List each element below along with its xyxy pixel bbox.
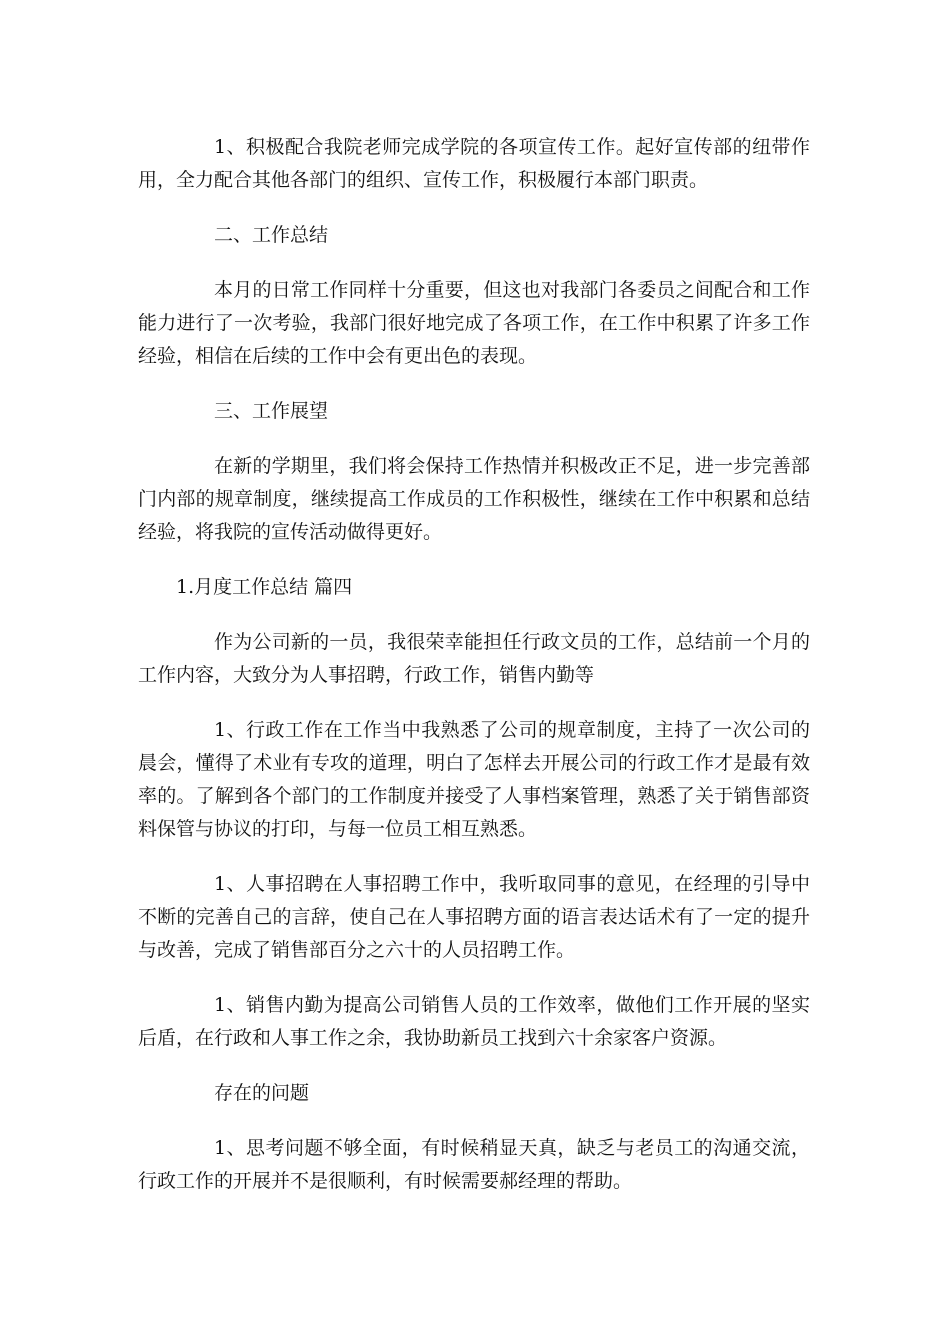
paragraph-work-summary: 本月的日常工作同样十分重要，但这也对我部门各委员之间配合和工作能力进行了一次考验，我部门很好地完成了各项工作，在工作中积累了许多工作经验，相信在后续的工作中会有更出色的表现。: [138, 279, 810, 367]
paragraph-intro: 作为公司新的一员，我很荣幸能担任行政文员的工作，总结前一个月的工作内容，大致分为人事招聘，行政工作，销售内勤等: [138, 631, 810, 686]
section-heading-work-outlook: 三、工作展望: [214, 400, 329, 422]
section-heading-problems: 存在的问题: [214, 1082, 310, 1104]
section-heading-work-summary: 二、工作总结: [214, 224, 329, 246]
paragraph-admin-work: 1、行政工作在工作当中我熟悉了公司的规章制度，主持了一次公司的晨会，懂得了术业有专攻的道理，明白了怎样去开展公司的行政工作才是最有效率的。了解到各个部门的工作制度并接受了人事档案管理，熟悉了关于销售部资料保管与协议的打印，与每一位员工相互熟悉。: [138, 719, 810, 840]
paragraph-work-outlook: 在新的学期里，我们将会保持工作热情并积极改正不足，进一步完善部门内部的规章制度，继续提高工作成员的工作积极性，继续在工作中积累和总结经验，将我院的宣传活动做得更好。: [138, 455, 810, 543]
paragraph-problem-1: 1、思考问题不够全面，有时候稍显天真，缺乏与老员工的沟通交流，行政工作的开展并不是很顺利，有时候需要郝经理的帮助。: [138, 1137, 810, 1192]
document-body: [138, 131, 810, 1220]
paragraph-recruitment: 1、人事招聘在人事招聘工作中，我听取同事的意见，在经理的引导中不断的完善自己的言辞，使自己在人事招聘方面的语言表达话术有了一定的提升与改善，完成了销售部百分之六十的人员招聘工作。: [138, 873, 810, 961]
paragraph-duty-1: 1、积极配合我院老师完成学院的各项宣传工作。起好宣传部的纽带作用，全力配合其他各部门的组织、宣传工作，积极履行本部门职责。: [138, 136, 810, 191]
section-heading-monthly-summary-4: 1.月度工作总结 篇四: [176, 576, 353, 598]
paragraph-sales-support: 1、销售内勤为提高公司销售人员的工作效率，做他们工作开展的坚实后盾，在行政和人事工作之余，我协助新员工找到六十余家客户资源。: [138, 994, 810, 1049]
